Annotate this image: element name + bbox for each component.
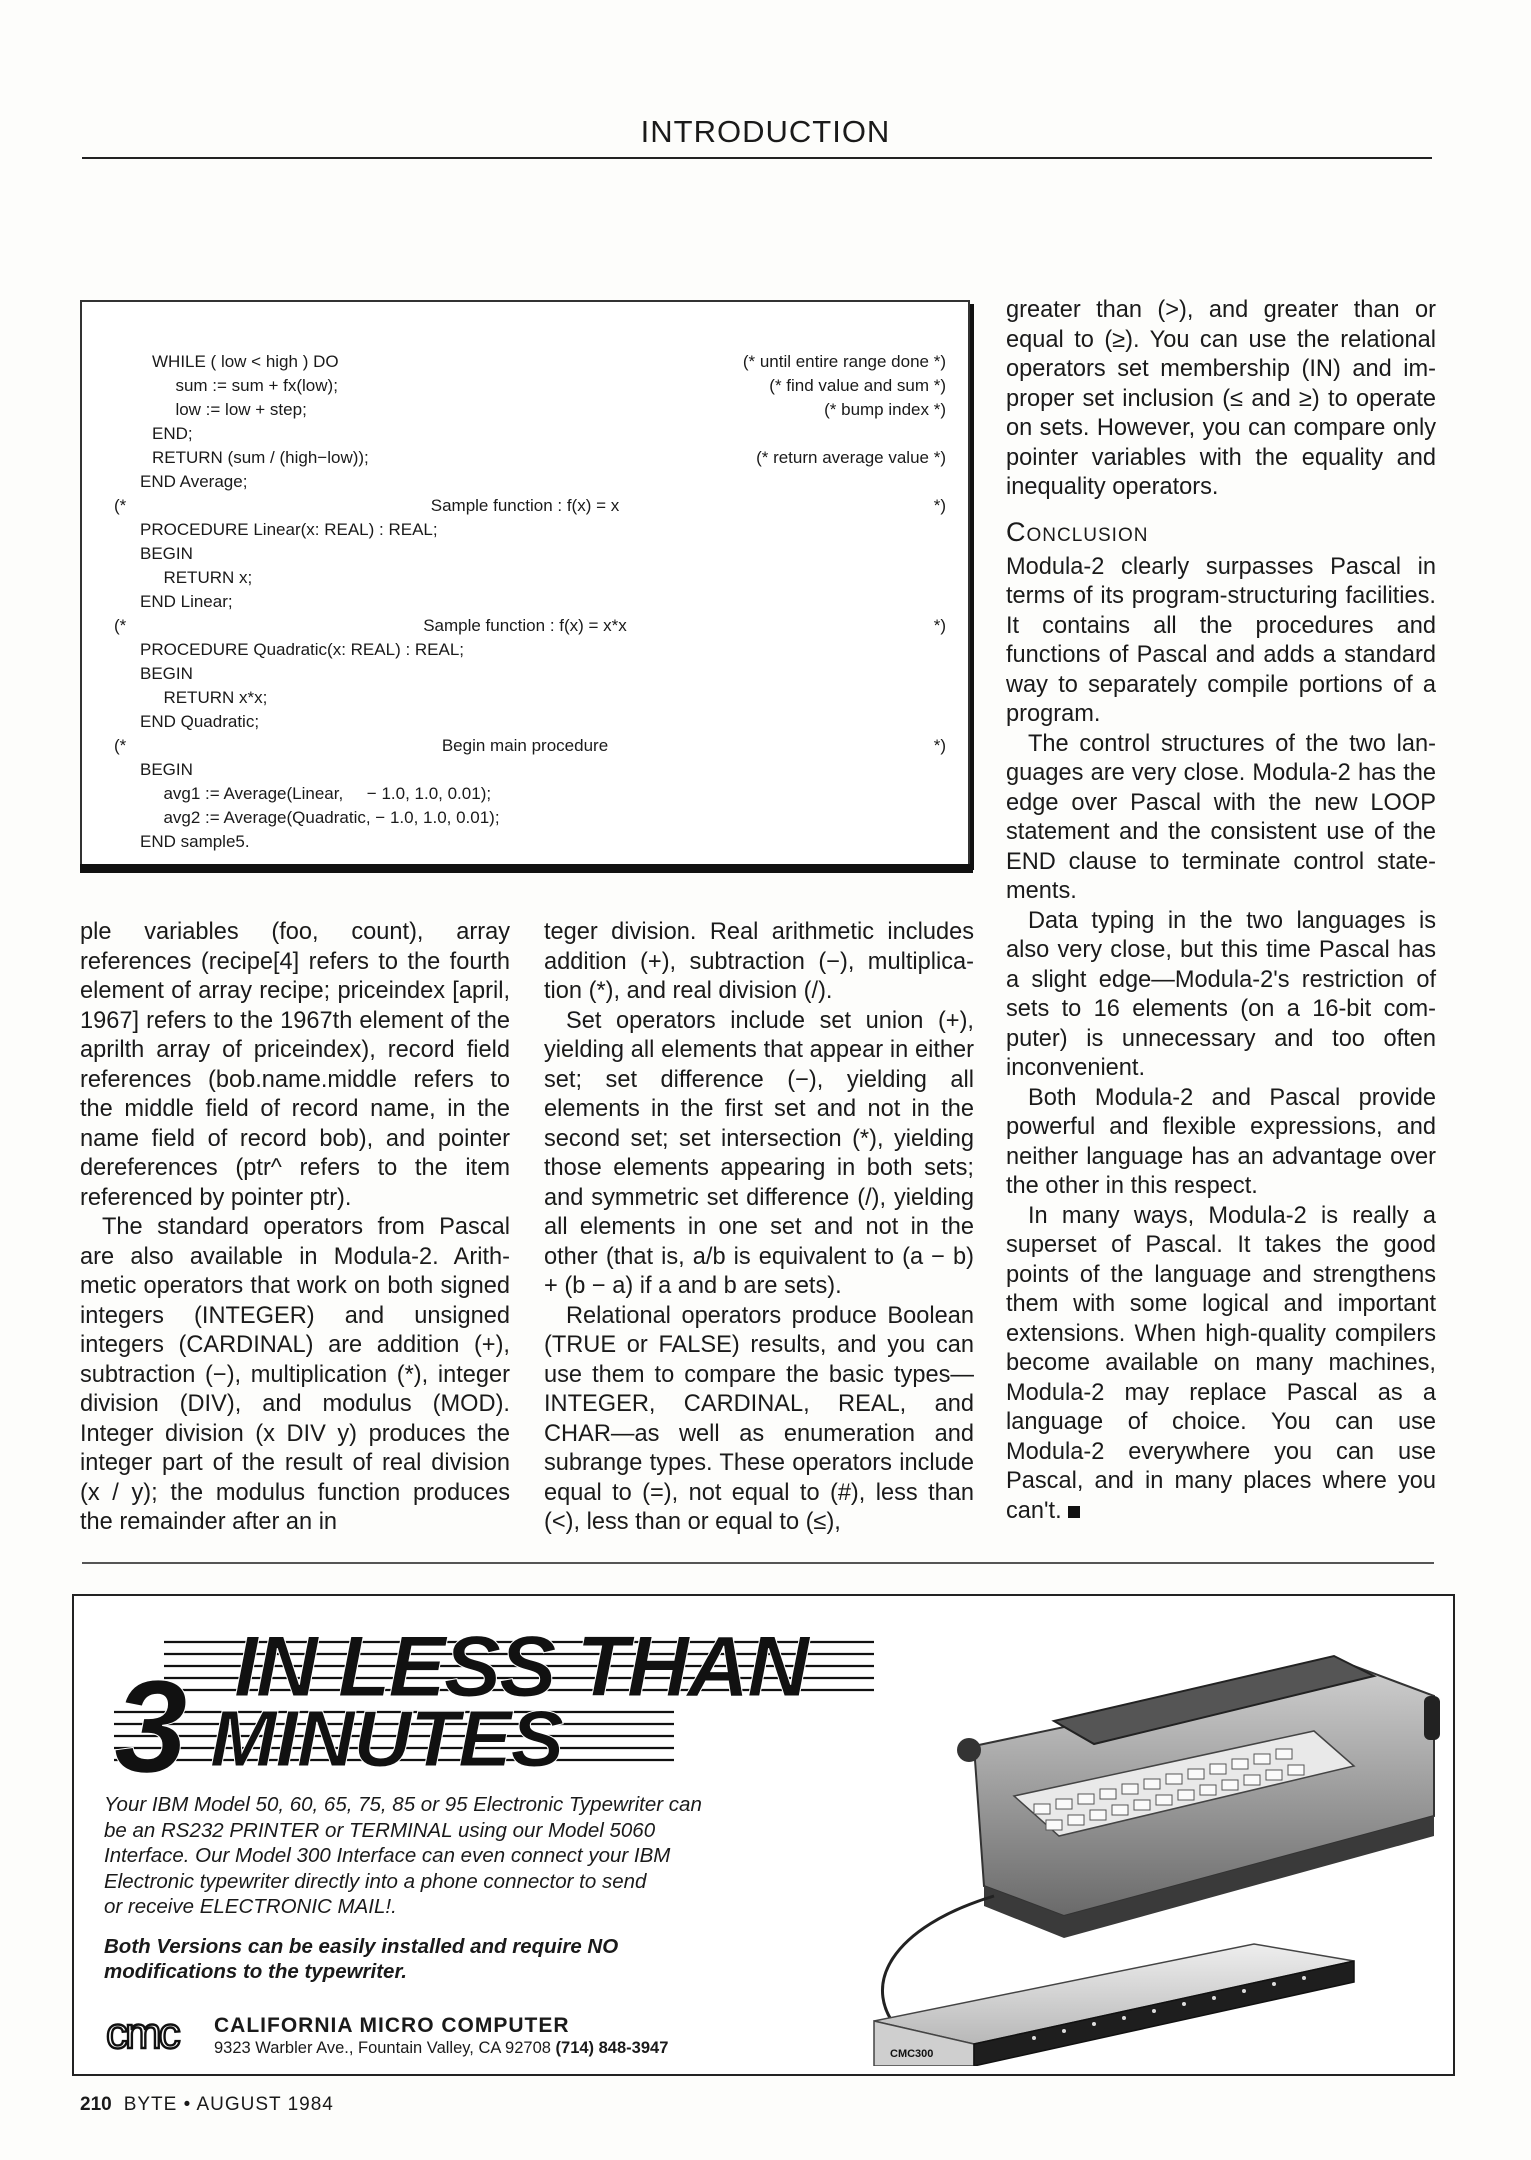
comment-open: (*: [114, 616, 127, 635]
code-text: END sample5.: [140, 832, 250, 851]
publication-line: BYTE • AUGUST 1984: [123, 2094, 334, 2115]
paragraph: Both Modula-2 and Pascal provide powerful and flexible expressions, and neither language has an advantage over the other in this respect.: [1006, 1084, 1436, 1199]
paragraph: greater than (>), and greater than or equal to (≥). You can use the relational operators set membership (IN) and improper set inclusion (≤ and ≥) to operate on sets. However, you can compare only pointer variables with the equality and inequality operators.: [1006, 297, 1436, 500]
paragraph: Relational operators produce Boolean (TRUE or FALSE) results, and you can use them to compare the basic types—INTEGER, CARDINAL, REAL, and CHAR—as well as enumeration and subrange types. These operators include equal to (=), not equal to (#), less than (<), less than or equal to (≤),: [544, 1302, 974, 1535]
code-comment: (* until entire range done *): [742, 352, 946, 371]
code-line: [82, 758, 968, 782]
paragraph: The control structures of the two languages are very close. Modula-2 has the edge over Pascal with the new LOOP statement and the consistent use of the END clause to terminate control statements.: [1006, 730, 1436, 904]
paragraph-text: In many ways, Modula-2 is really a superset of Pascal. It takes the good points of the language and strengthens them with some logical and important extensions. When high-quality compilers become available on many machines, Modula-2 may replace Pascal as a language of choice. You can use Modula-2 everywhere you can use Pascal, and in many places where you can't.: [1006, 1202, 1436, 1524]
code-line: [82, 590, 968, 614]
interface-box-image: [874, 1944, 1354, 2066]
code-text: BEGIN: [140, 760, 193, 779]
code-line: [82, 398, 968, 422]
code-text: END Quadratic;: [140, 712, 260, 731]
ad-line: Your IBM Model 50, 60, 65, 75, 85 or 95 Electronic Typewriter can: [104, 1793, 702, 1816]
comment-close: *): [933, 616, 946, 635]
ad-headline-line1: IN LESS THAN: [234, 1619, 808, 1715]
code-line: [82, 422, 968, 446]
ad-line: Both Versions can be easily installed and require NO: [104, 1934, 619, 1958]
company-name: CALIFORNIA MICRO COMPUTER: [214, 2014, 570, 2037]
code-text: sum := sum + fx(low);: [166, 376, 338, 395]
code-line: [82, 614, 968, 638]
advertisement: [72, 1594, 1455, 2076]
code-text: RETURN (sum / (high−low));: [152, 448, 369, 467]
ad-line: Electronic typewriter directly into a phone connector to send: [104, 1869, 647, 1893]
device-label: CMC300: [890, 2048, 934, 2060]
paragraph: The standard operators from Pascal are also available in Modula-2. Arithmetic operators that work on both signed integers (INTEGER) and unsigned integers (CARDINAL) are addition (+), subtraction (−), multiplication (*), integer division (DIV), and modulus (MOD). Integer division (x DIV y) produces the integer part of the result of real division (x / y); the modulus function produces the remainder after an in: [80, 1214, 510, 1535]
ad-line: or receive ELECTRONIC MAIL!.: [104, 1895, 397, 1918]
paragraph: [1006, 1202, 1436, 1527]
code-comment-center: Begin main procedure: [441, 736, 609, 755]
ad-line: modifications to the typewriter.: [104, 1960, 407, 1983]
code-text: RETURN x*x;: [154, 688, 268, 707]
code-text: BEGIN: [140, 544, 193, 563]
code-line: [82, 542, 968, 566]
code-line: [82, 518, 968, 542]
company-address: [214, 2039, 668, 2058]
ad-bold-copy: [104, 1934, 884, 1985]
code-text: avg1 := Average(Linear, − 1.0, 1.0, 0.01);: [154, 784, 492, 803]
code-line: [82, 806, 968, 830]
code-line: [82, 782, 968, 806]
text-column-2: [544, 918, 974, 1538]
code-text: low := low + step;: [166, 400, 307, 419]
address-text: 9323 Warbler Ave., Fountain Valley, CA 92708: [214, 2039, 551, 2057]
code-listing-box: [80, 300, 970, 866]
code-line: [82, 350, 968, 374]
code-line: [82, 710, 968, 734]
code-line: [82, 566, 968, 590]
code-text: avg2 := Average(Quadratic, − 1.0, 1.0, 0.01);: [154, 808, 500, 827]
code-line: [82, 470, 968, 494]
code-line: [82, 662, 968, 686]
code-text: WHILE ( low < high ) DO: [152, 352, 339, 371]
paragraph: ple variables (foo, count), array references (recipe[4] refers to the fourth element of array recipe; priceindex [april, 1967] refers to the 1967th element of the april​th array of priceindex), record field references (bob.name.middle refers to the middle field of record name, in the name field of record bob), and pointer dereferences (ptr^ refers to the item referenced by pointer ptr).: [80, 919, 510, 1211]
code-line: [82, 686, 968, 710]
paragraph: Set operators include set union (+), yielding all elements that appear in either set; set difference (−), yielding all elements in the first set and not in the second set; set intersection (*), yielding those elements appearing in both sets; and symmetric set difference (/), yielding all elements in one set and not in the other (that is, a/b is equivalent to (a − b) + (b − a) if a and b are sets).: [544, 1007, 974, 1299]
page-number: 210: [80, 2094, 112, 2115]
section-title: INTRODUCTION: [640, 114, 891, 149]
header-rule: [82, 157, 1432, 159]
ad-headline-number: 3: [114, 1653, 188, 1794]
paragraph: Data typing in the two languages is also very close, but this time Pascal has a slight edge—Modula-2's restriction of sets to 16 elements (on a 16-bit computer) is unnecessary and too often inconvenient.: [1006, 907, 1436, 1081]
text-column-3: [1006, 296, 1436, 1526]
comment-open: (*: [114, 736, 127, 755]
ad-line: Interface. Our Model 300 Interface can even connect your IBM: [104, 1844, 671, 1867]
code-text: PROCEDURE Linear(x: REAL) : REAL;: [140, 520, 438, 539]
section-heading: Conclusion: [1006, 516, 1149, 547]
company-logo: [104, 2014, 202, 2054]
comment-close: *): [933, 736, 946, 755]
code-box-shadow: [80, 864, 973, 873]
comment-open: (*: [114, 496, 127, 515]
code-line: [82, 446, 968, 470]
code-comment: (* return average value *): [756, 448, 946, 467]
code-text: END Linear;: [140, 592, 233, 611]
code-text: RETURN x;: [154, 568, 253, 587]
phone-number: (714) 848-3947: [555, 2039, 669, 2057]
code-text: BEGIN: [140, 664, 193, 683]
code-box-shadow: [970, 304, 974, 870]
code-text: END Average;: [140, 472, 248, 491]
typewriter-image: [957, 1656, 1440, 1938]
code-comment: (* bump index *): [824, 400, 946, 419]
code-line: [82, 638, 968, 662]
code-line: [82, 494, 968, 518]
paragraph: Modula-2 clearly surpasses Pascal in terms of its program-structuring facilities. It contains all the procedures and functions of Pascal and adds a standard way to separately compile portions of a program.: [1006, 553, 1436, 727]
ad-copy: [104, 1792, 884, 1920]
code-line: [82, 734, 968, 758]
code-comment-center: Sample function : f(x) = x: [430, 496, 620, 515]
comment-close: *): [933, 496, 946, 515]
page-footer: [80, 2094, 334, 2116]
code-text: END;: [152, 424, 193, 443]
ad-headline-line2: MINUTES: [210, 1694, 563, 1783]
logo-text: cmc: [106, 2014, 178, 2054]
ad-line: be an RS232 PRINTER or TERMINAL using our Model 5060: [104, 1818, 656, 1842]
code-comment: (* find value and sum *): [769, 376, 946, 395]
code-line: [82, 830, 968, 854]
text-column-1: [80, 918, 510, 1538]
code-text: PROCEDURE Quadratic(x: REAL) : REAL;: [140, 640, 465, 659]
paragraph: teger division. Real arithmetic includes addition (+), subtraction (−), multiplication (*), and real division (/).: [544, 919, 974, 1004]
article-end-rule: [82, 1562, 1434, 1564]
code-line: [82, 374, 968, 398]
ad-body: [104, 1792, 884, 1999]
product-photo: [834, 1626, 1444, 2066]
end-of-article-mark: [1068, 1506, 1080, 1518]
code-comment-center: Sample function : f(x) = x*x: [423, 616, 627, 635]
ad-headline: [114, 1614, 894, 1794]
